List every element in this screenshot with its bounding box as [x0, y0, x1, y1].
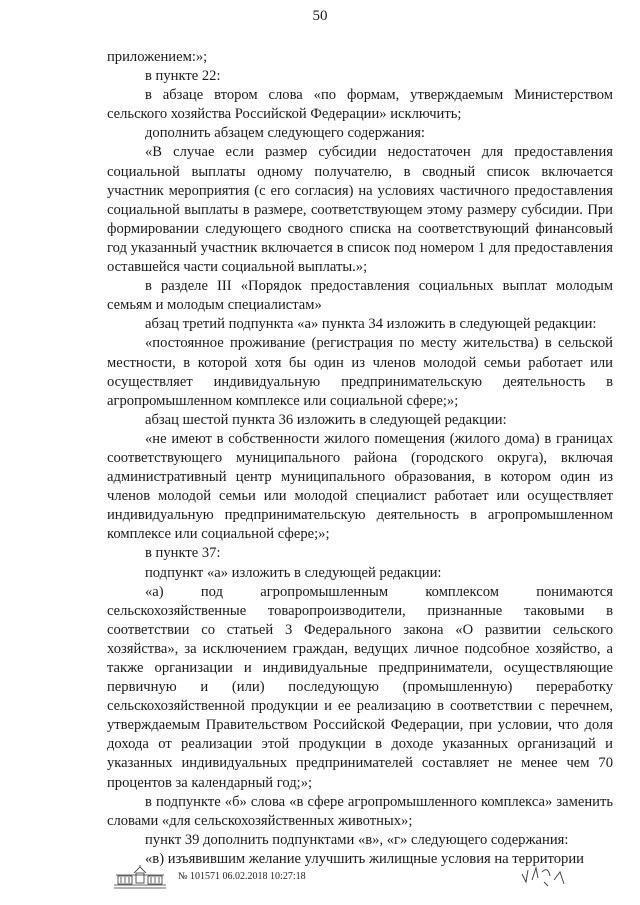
paragraph: абзац шестой пункта 36 изложить в следующей редакции:: [145, 411, 507, 428]
paragraph: «в) изъявившим желание улучшить жилищные условия на территории: [145, 850, 584, 867]
paragraph: в подпункте «б» слова «в сфере агропромышленного комплекса» заменить словами «для сельскохозяйственных животных»;: [107, 793, 613, 829]
paragraph: в пункте 22:: [145, 68, 221, 85]
paragraph: пункт 39 дополнить подпунктами «в», «г» следующего содержания:: [145, 831, 569, 848]
paragraph: «а) под агропромышленным комплексом понимаются сельскохозяйственные товаропроизводители, признанные таковыми в соответствии со статьей 3 Федерального закона «О развитии сельского хозяйства», за исключением граждан, ведущих личное подсобное хозяйство, а также организации и индивидуальные предприниматели, осуществляющие первичную и (или) последующую (промышленную) переработку сельскохозяйственной продукции и ее реализацию в соответствии с перечнем, утверждаемым Правительством Российской Федерации, при условии, что доля дохода от реализации этой продукции в доходе указанных организаций и указанных индивидуальных предпринимателей составляет не менее чем 70 процентов за календарный год;»;: [107, 583, 613, 791]
page-number: 50: [312, 8, 328, 24]
document-registration-number: № 101571 06.02.2018 10:27:18: [178, 871, 306, 882]
paragraph: «не имеют в собственности жилого помещения (жилого дома) в границах соответствующего муниципального района (городского округа), включая административный центр муниципального образования, в котором один из членов молодой семьи или молодой специалист работает или осуществляет индивидуальную предпринимательскую деятельность в агропромышленном комплексе или социальной сфере;»;: [107, 430, 613, 543]
paragraph: в разделе III «Порядок предоставления социальных выплат молодым семьям и молодым специалистам»: [107, 278, 613, 314]
paragraph: «В случае если размер субсидии недостаточен для предоставления социальной выплаты одному получателю, в сводный список включается участник мероприятия (с его согласия) на условиях частичного предоставления социальной выплаты в размере, соответствующем этому размеру субсидии. При формировании следующего сводного списка на соответствующий финансовый год указанный участник включается в список под номером 1 для предоставления оставшейся части социальной выплаты.»;: [107, 144, 613, 276]
paragraph: в пункте 37:: [145, 545, 221, 562]
paragraph: дополнить абзацем следующего содержания:: [145, 125, 425, 142]
government-building-stamp-icon: [112, 864, 168, 890]
paragraph: абзац третий подпункта «а» пункта 34 изложить в следующей редакции:: [145, 316, 597, 333]
paragraph: «постоянное проживание (регистрация по месту жительства) в сельской местности, в которой хотя бы один из членов молодой семьи работает или осуществляет индивидуальную предпринимательскую деятельность в агропромышленном комплексе или социальной сфере;»;: [107, 335, 613, 409]
paragraph: в абзаце втором слова «по формам, утверждаемым Министерством сельского хозяйства Российской Федерации» исключить;: [107, 87, 613, 123]
paragraph: приложением:»;: [107, 49, 208, 65]
paragraph: подпункт «а» изложить в следующей редакции:: [145, 564, 442, 581]
page-footer: [0, 862, 640, 898]
document-body: [107, 48, 613, 869]
handwritten-mark-icon: [518, 862, 568, 892]
